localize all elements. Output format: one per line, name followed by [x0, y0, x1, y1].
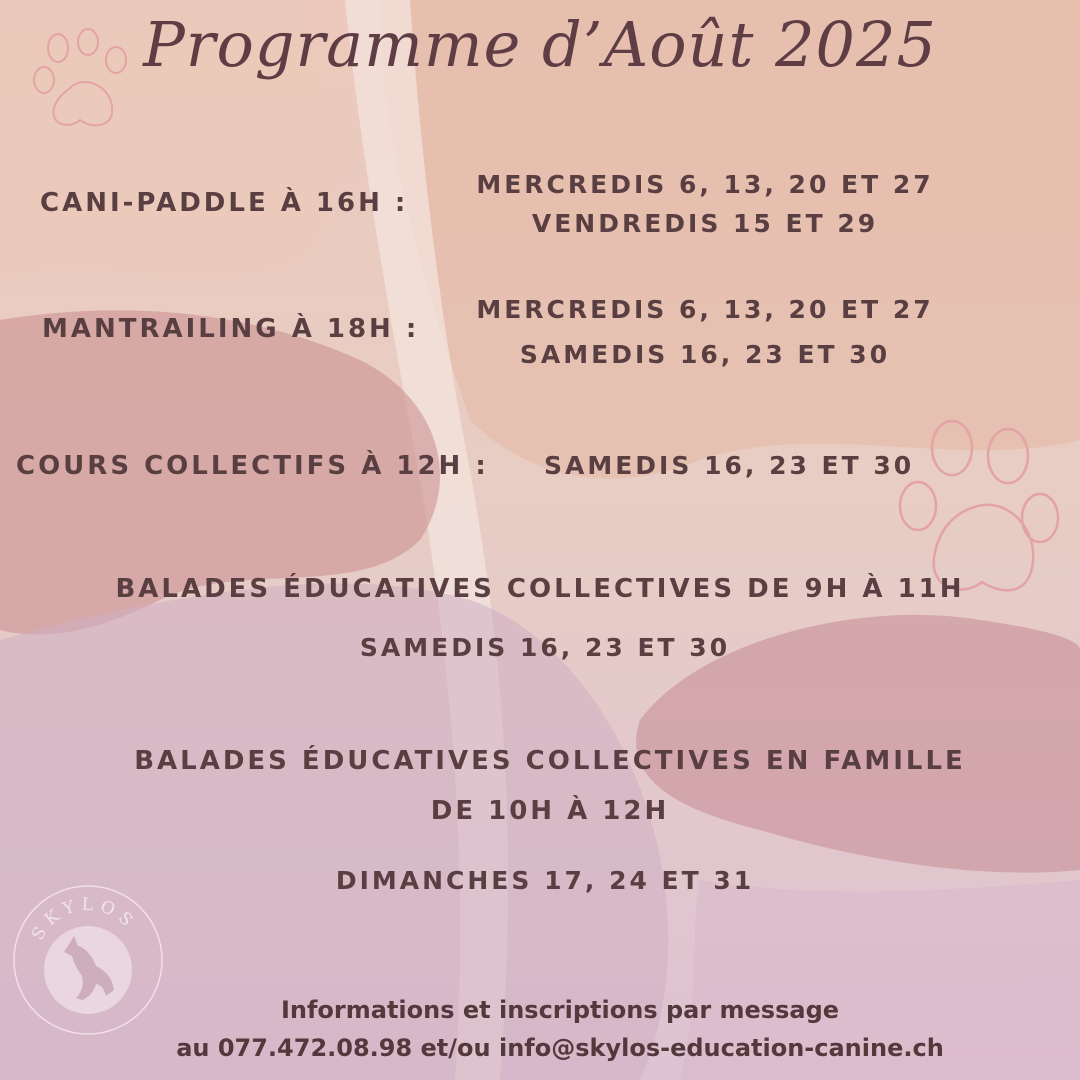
mantrailing-dates-1: MERCREDIS 6, 13, 20 ET 27	[476, 295, 934, 324]
mantrailing-label: MANTRAILING À 18H :	[42, 314, 420, 344]
cani-paddle-dates-1: MERCREDIS 6, 13, 20 ET 27	[476, 170, 934, 199]
balades-famille-dates: DIMANCHES 17, 24 ET 31	[335, 866, 755, 895]
logo-text: SKYLOS	[28, 894, 141, 944]
cani-paddle-label: CANI-PADDLE À 16H :	[40, 188, 409, 218]
mantrailing-dates-2: SAMEDIS 16, 23 ET 30	[519, 340, 891, 369]
cani-paddle-dates-2: VENDREDIS 15 ET 29	[531, 209, 879, 238]
balades-famille-heading-2: DE 10H À 12H	[430, 796, 670, 826]
info-line-1: Informations et inscriptions par message	[280, 996, 840, 1024]
balades-dates: SAMEDIS 16, 23 ET 30	[359, 633, 731, 662]
info-line-2: au 077.472.08.98 et/ou info@skylos-education-canine.ch	[176, 1034, 944, 1062]
balades-heading: BALADES ÉDUCATIVES COLLECTIVES DE 9H À 11H	[115, 574, 965, 604]
cours-collectifs-label: COURS COLLECTIFS À 12H :	[16, 451, 489, 481]
cours-collectifs-dates: SAMEDIS 16, 23 ET 30	[544, 451, 915, 480]
balades-famille-heading-1: BALADES ÉDUCATIVES COLLECTIVES EN FAMILLE	[134, 746, 966, 776]
page-title: Programme d’Août 2025	[143, 8, 937, 81]
